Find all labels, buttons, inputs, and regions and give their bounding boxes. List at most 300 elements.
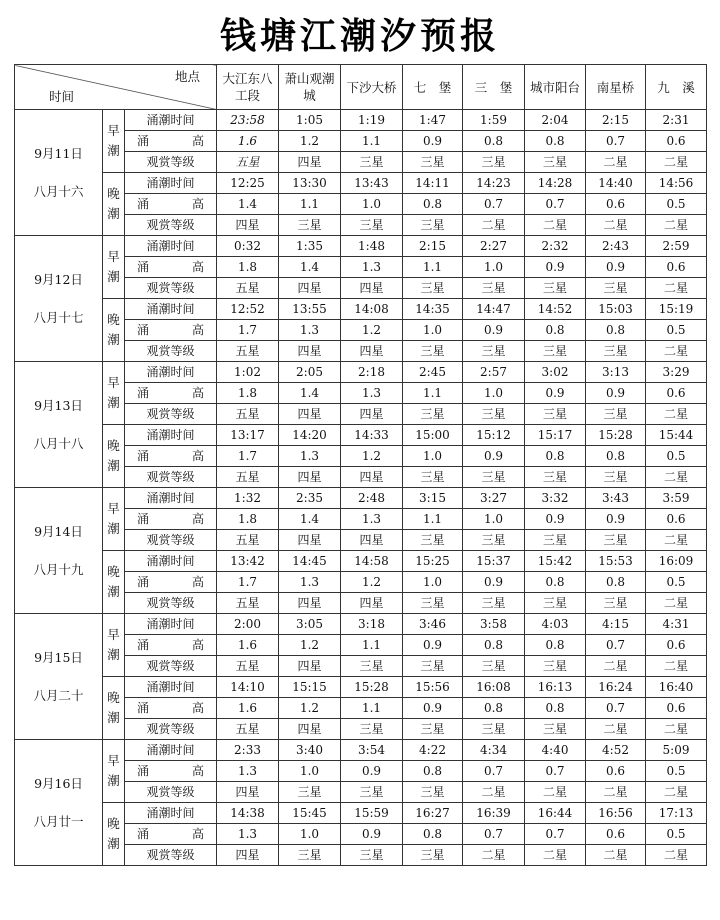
value-cell: 四星 <box>279 467 341 488</box>
value-cell: 三星 <box>463 530 525 551</box>
value-cell: 0.7 <box>525 761 586 782</box>
value-cell: 四星 <box>279 656 341 677</box>
lunar-date: 八月十八 <box>33 435 84 451</box>
date-cell <box>15 110 103 236</box>
value-cell: 4:40 <box>525 740 586 761</box>
value-cell: 3:18 <box>341 614 403 635</box>
grade-row-label: 观赏等级 <box>125 215 217 236</box>
value-cell: 0.8 <box>463 635 525 656</box>
value-cell: 2:04 <box>525 110 586 131</box>
value-cell: 二星 <box>586 719 646 740</box>
value-cell: 15:03 <box>586 299 646 320</box>
grade-row-label: 观赏等级 <box>125 404 217 425</box>
tide-table <box>14 64 707 866</box>
value-cell: 3:58 <box>463 614 525 635</box>
value-cell: 五星 <box>217 278 279 299</box>
value-cell: 三星 <box>463 404 525 425</box>
location-header: 七 堡 <box>403 65 463 110</box>
header-row <box>15 65 707 110</box>
value-cell: 0.6 <box>646 257 707 278</box>
lunar-date: 八月二十 <box>33 687 84 703</box>
value-cell: 五星 <box>217 719 279 740</box>
value-cell: 1.4 <box>279 383 341 404</box>
value-cell: 0.8 <box>403 761 463 782</box>
tide-table-body <box>15 110 707 866</box>
value-cell: 3:46 <box>403 614 463 635</box>
value-cell: 0.9 <box>463 572 525 593</box>
table-row <box>15 488 707 509</box>
value-cell: 1.0 <box>341 194 403 215</box>
grade-row-label: 观赏等级 <box>125 656 217 677</box>
value-cell: 四星 <box>341 278 403 299</box>
value-cell: 1.2 <box>341 572 403 593</box>
value-cell: 2:45 <box>403 362 463 383</box>
value-cell: 1.4 <box>217 194 279 215</box>
height-row-label: 涌 高 <box>125 194 217 215</box>
table-row <box>15 425 707 446</box>
location-header: 城市阳台 <box>525 65 586 110</box>
value-cell: 16:08 <box>463 677 525 698</box>
value-cell: 3:13 <box>586 362 646 383</box>
grade-row-label: 观赏等级 <box>125 530 217 551</box>
date-cell <box>15 488 103 614</box>
value-cell: 四星 <box>341 467 403 488</box>
table-row <box>15 299 707 320</box>
value-cell: 三星 <box>341 782 403 803</box>
value-cell: 三星 <box>403 593 463 614</box>
value-cell: 1.4 <box>279 257 341 278</box>
table-row <box>15 551 707 572</box>
value-cell: 4:31 <box>646 614 707 635</box>
evening-tide-label <box>103 551 125 614</box>
value-cell: 四星 <box>279 719 341 740</box>
height-row-label: 涌 高 <box>125 824 217 845</box>
value-cell: 五星 <box>217 656 279 677</box>
value-cell: 1.1 <box>403 383 463 404</box>
value-cell: 1:35 <box>279 236 341 257</box>
value-cell: 二星 <box>646 278 707 299</box>
value-cell: 二星 <box>646 530 707 551</box>
location-header: 萧山观潮城 <box>279 65 341 110</box>
value-cell: 0.8 <box>403 194 463 215</box>
value-cell: 1.2 <box>341 446 403 467</box>
value-cell: 0.5 <box>646 446 707 467</box>
value-cell: 1.7 <box>217 446 279 467</box>
value-cell: 2:35 <box>279 488 341 509</box>
value-cell: 0.9 <box>525 509 586 530</box>
value-cell: 0.8 <box>525 698 586 719</box>
value-cell: 0.8 <box>586 446 646 467</box>
grade-row-label: 观赏等级 <box>125 593 217 614</box>
value-cell: 16:09 <box>646 551 707 572</box>
value-cell: 三星 <box>586 278 646 299</box>
value-cell: 0.8 <box>525 446 586 467</box>
value-cell: 3:43 <box>586 488 646 509</box>
value-cell: 0.7 <box>525 824 586 845</box>
evening-tide-label <box>103 803 125 866</box>
value-cell: 0.7 <box>586 635 646 656</box>
value-cell: 1:59 <box>463 110 525 131</box>
value-cell: 0.5 <box>646 824 707 845</box>
value-cell: 0.6 <box>646 131 707 152</box>
grade-row-label: 观赏等级 <box>125 152 217 173</box>
value-cell: 1.3 <box>341 509 403 530</box>
time-row-label: 涌潮时间 <box>125 551 217 572</box>
value-cell: 0.9 <box>341 761 403 782</box>
value-cell: 1.0 <box>463 509 525 530</box>
value-cell: 0.6 <box>646 698 707 719</box>
value-cell: 三星 <box>463 656 525 677</box>
value-cell: 四星 <box>217 215 279 236</box>
value-cell: 13:43 <box>341 173 403 194</box>
value-cell: 1.4 <box>279 509 341 530</box>
value-cell: 三星 <box>341 719 403 740</box>
value-cell: 14:52 <box>525 299 586 320</box>
value-cell: 三星 <box>279 845 341 866</box>
value-cell: 0.6 <box>646 635 707 656</box>
value-cell: 5:09 <box>646 740 707 761</box>
evening-tide-label <box>103 173 125 236</box>
table-row <box>15 236 707 257</box>
value-cell: 二星 <box>586 845 646 866</box>
page-title: 钱塘江潮汐预报 <box>219 16 500 57</box>
value-cell: 三星 <box>403 341 463 362</box>
height-row-label: 涌 高 <box>125 761 217 782</box>
value-cell: 二星 <box>646 656 707 677</box>
value-cell: 15:56 <box>403 677 463 698</box>
value-cell: 1.6 <box>217 698 279 719</box>
grade-row-label: 观赏等级 <box>125 845 217 866</box>
value-cell: 1.6 <box>217 131 279 152</box>
value-cell: 2:15 <box>586 110 646 131</box>
value-cell: 三星 <box>403 719 463 740</box>
time-row-label: 涌潮时间 <box>125 236 217 257</box>
height-row-label: 涌 高 <box>125 635 217 656</box>
date-cell <box>15 614 103 740</box>
value-cell: 三星 <box>403 404 463 425</box>
value-cell: 0.5 <box>646 194 707 215</box>
value-cell: 二星 <box>586 215 646 236</box>
value-cell: 15:59 <box>341 803 403 824</box>
value-cell: 2:00 <box>217 614 279 635</box>
value-cell: 1.1 <box>279 194 341 215</box>
session-label-text: 晚潮 <box>107 564 120 599</box>
value-cell: 三星 <box>586 593 646 614</box>
value-cell: 二星 <box>646 719 707 740</box>
value-cell: 三星 <box>586 467 646 488</box>
morning-tide-label <box>103 740 125 803</box>
value-cell: 三星 <box>279 215 341 236</box>
value-cell: 17:13 <box>646 803 707 824</box>
value-cell: 三星 <box>403 467 463 488</box>
value-cell: 0.7 <box>463 194 525 215</box>
corner-location-label: 地点 <box>175 69 201 84</box>
header-corner <box>15 65 217 110</box>
value-cell: 三星 <box>525 656 586 677</box>
value-cell: 1.2 <box>341 320 403 341</box>
value-cell: 三星 <box>525 152 586 173</box>
time-row-label: 涌潮时间 <box>125 803 217 824</box>
value-cell: 三星 <box>463 719 525 740</box>
value-cell: 1.0 <box>403 446 463 467</box>
time-row-label: 涌潮时间 <box>125 614 217 635</box>
value-cell: 2:43 <box>586 236 646 257</box>
value-cell: 16:24 <box>586 677 646 698</box>
value-cell: 12:25 <box>217 173 279 194</box>
date-cell <box>15 236 103 362</box>
value-cell: 1.0 <box>279 761 341 782</box>
value-cell: 三星 <box>525 341 586 362</box>
value-cell: 四星 <box>279 530 341 551</box>
value-cell: 0.7 <box>525 194 586 215</box>
value-cell: 二星 <box>586 656 646 677</box>
value-cell: 三星 <box>341 656 403 677</box>
value-cell: 二星 <box>646 341 707 362</box>
value-cell: 14:11 <box>403 173 463 194</box>
value-cell: 1.8 <box>217 257 279 278</box>
value-cell: 二星 <box>463 215 525 236</box>
value-cell: 0.9 <box>403 131 463 152</box>
grade-row-label: 观赏等级 <box>125 719 217 740</box>
value-cell: 二星 <box>586 782 646 803</box>
value-cell: 1.3 <box>279 572 341 593</box>
value-cell: 1.1 <box>341 635 403 656</box>
value-cell: 二星 <box>646 215 707 236</box>
value-cell: 2:18 <box>341 362 403 383</box>
value-cell: 0.8 <box>525 320 586 341</box>
grade-row-label: 观赏等级 <box>125 341 217 362</box>
solar-date: 9月15日 <box>34 649 83 665</box>
value-cell: 0.5 <box>646 761 707 782</box>
session-label-text: 晚潮 <box>107 690 120 725</box>
value-cell: 四星 <box>279 341 341 362</box>
location-header: 三 堡 <box>463 65 525 110</box>
value-cell: 1:05 <box>279 110 341 131</box>
value-cell: 4:34 <box>463 740 525 761</box>
value-cell: 1.7 <box>217 572 279 593</box>
value-cell: 2:48 <box>341 488 403 509</box>
grade-row-label: 观赏等级 <box>125 467 217 488</box>
time-row-label: 涌潮时间 <box>125 110 217 131</box>
value-cell: 0.7 <box>586 698 646 719</box>
value-cell: 16:56 <box>586 803 646 824</box>
value-cell: 0.8 <box>463 698 525 719</box>
value-cell: 15:00 <box>403 425 463 446</box>
value-cell: 1.0 <box>403 320 463 341</box>
value-cell: 2:05 <box>279 362 341 383</box>
value-cell: 1.8 <box>217 509 279 530</box>
value-cell: 3:02 <box>525 362 586 383</box>
value-cell: 1.0 <box>463 383 525 404</box>
value-cell: 1:02 <box>217 362 279 383</box>
value-cell: 三星 <box>525 467 586 488</box>
value-cell: 三星 <box>279 782 341 803</box>
value-cell: 0.6 <box>586 761 646 782</box>
value-cell: 1.1 <box>403 509 463 530</box>
value-cell: 三星 <box>586 341 646 362</box>
location-header: 九 溪 <box>646 65 707 110</box>
value-cell: 14:40 <box>586 173 646 194</box>
value-cell: 1.0 <box>403 572 463 593</box>
value-cell: 15:53 <box>586 551 646 572</box>
value-cell: 三星 <box>525 530 586 551</box>
value-cell: 3:59 <box>646 488 707 509</box>
value-cell: 三星 <box>403 656 463 677</box>
value-cell: 16:13 <box>525 677 586 698</box>
value-cell: 2:27 <box>463 236 525 257</box>
value-cell: 1.1 <box>341 698 403 719</box>
value-cell: 三星 <box>403 782 463 803</box>
time-row-label: 涌潮时间 <box>125 677 217 698</box>
value-cell: 0.8 <box>525 635 586 656</box>
value-cell: 五星 <box>217 530 279 551</box>
table-row <box>15 173 707 194</box>
solar-date: 9月11日 <box>34 145 83 161</box>
value-cell: 五星 <box>217 467 279 488</box>
value-cell: 1.2 <box>279 131 341 152</box>
value-cell: 1.3 <box>217 824 279 845</box>
lunar-date: 八月廿一 <box>33 813 84 829</box>
value-cell: 五星 <box>217 152 279 173</box>
height-row-label: 涌 高 <box>125 383 217 404</box>
location-header: 下沙大桥 <box>341 65 403 110</box>
value-cell: 4:15 <box>586 614 646 635</box>
session-label-text: 早潮 <box>107 123 120 158</box>
value-cell: 1.3 <box>341 257 403 278</box>
value-cell: 0.9 <box>525 257 586 278</box>
morning-tide-label <box>103 236 125 299</box>
value-cell: 1.3 <box>341 383 403 404</box>
value-cell: 1.6 <box>217 635 279 656</box>
value-cell: 0.8 <box>525 572 586 593</box>
value-cell: 1:47 <box>403 110 463 131</box>
value-cell: 三星 <box>341 152 403 173</box>
value-cell: 二星 <box>646 845 707 866</box>
value-cell: 2:31 <box>646 110 707 131</box>
session-label-text: 晚潮 <box>107 312 120 347</box>
value-cell: 三星 <box>403 845 463 866</box>
value-cell: 16:44 <box>525 803 586 824</box>
value-cell: 15:19 <box>646 299 707 320</box>
value-cell: 1.3 <box>279 446 341 467</box>
value-cell: 四星 <box>217 782 279 803</box>
value-cell: 0.9 <box>403 635 463 656</box>
value-cell: 0.8 <box>586 320 646 341</box>
value-cell: 13:55 <box>279 299 341 320</box>
value-cell: 三星 <box>525 719 586 740</box>
value-cell: 14:45 <box>279 551 341 572</box>
value-cell: 1:48 <box>341 236 403 257</box>
grade-row-label: 观赏等级 <box>125 278 217 299</box>
value-cell: 三星 <box>403 215 463 236</box>
value-cell: 0:32 <box>217 236 279 257</box>
morning-tide-label <box>103 362 125 425</box>
height-row-label: 涌 高 <box>125 320 217 341</box>
session-label-text: 早潮 <box>107 375 120 410</box>
value-cell: 1.1 <box>403 257 463 278</box>
evening-tide-label <box>103 425 125 488</box>
value-cell: 三星 <box>341 215 403 236</box>
value-cell: 0.6 <box>586 824 646 845</box>
time-row-label: 涌潮时间 <box>125 173 217 194</box>
value-cell: 二星 <box>646 404 707 425</box>
value-cell: 14:08 <box>341 299 403 320</box>
value-cell: 12:52 <box>217 299 279 320</box>
value-cell: 15:42 <box>525 551 586 572</box>
time-row-label: 涌潮时间 <box>125 740 217 761</box>
value-cell: 0.7 <box>463 761 525 782</box>
value-cell: 0.8 <box>525 131 586 152</box>
value-cell: 三星 <box>403 152 463 173</box>
value-cell: 三星 <box>463 152 525 173</box>
value-cell: 0.9 <box>341 824 403 845</box>
date-cell <box>15 740 103 866</box>
value-cell: 二星 <box>646 152 707 173</box>
value-cell: 14:38 <box>217 803 279 824</box>
value-cell: 五星 <box>217 341 279 362</box>
value-cell: 15:12 <box>463 425 525 446</box>
height-row-label: 涌 高 <box>125 509 217 530</box>
value-cell: 14:47 <box>463 299 525 320</box>
value-cell: 二星 <box>525 215 586 236</box>
session-label-text: 早潮 <box>107 627 120 662</box>
table-row <box>15 614 707 635</box>
value-cell: 三星 <box>403 530 463 551</box>
value-cell: 2:32 <box>525 236 586 257</box>
value-cell: 15:28 <box>586 425 646 446</box>
solar-date: 9月16日 <box>34 775 83 791</box>
value-cell: 16:40 <box>646 677 707 698</box>
value-cell: 三星 <box>525 404 586 425</box>
lunar-date: 八月十九 <box>33 561 84 577</box>
time-row-label: 涌潮时间 <box>125 488 217 509</box>
value-cell: 三星 <box>403 278 463 299</box>
value-cell: 0.9 <box>525 383 586 404</box>
value-cell: 1.3 <box>279 320 341 341</box>
lunar-date: 八月十六 <box>33 183 84 199</box>
value-cell: 1.0 <box>463 257 525 278</box>
morning-tide-label <box>103 110 125 173</box>
location-header: 南星桥 <box>586 65 646 110</box>
value-cell: 二星 <box>463 782 525 803</box>
location-header: 大江东八工段 <box>217 65 279 110</box>
value-cell: 三星 <box>463 593 525 614</box>
session-label-text: 晚潮 <box>107 438 120 473</box>
value-cell: 15:25 <box>403 551 463 572</box>
value-cell: 0.9 <box>586 257 646 278</box>
value-cell: 四星 <box>341 341 403 362</box>
value-cell: 1.0 <box>279 824 341 845</box>
value-cell: 三星 <box>586 404 646 425</box>
value-cell: 4:52 <box>586 740 646 761</box>
value-cell: 五星 <box>217 593 279 614</box>
table-row <box>15 677 707 698</box>
value-cell: 1.1 <box>341 131 403 152</box>
table-row <box>15 362 707 383</box>
value-cell: 14:35 <box>403 299 463 320</box>
value-cell: 3:54 <box>341 740 403 761</box>
value-cell: 四星 <box>279 593 341 614</box>
value-cell: 14:23 <box>463 173 525 194</box>
value-cell: 三星 <box>341 845 403 866</box>
corner-time-label: 时间 <box>49 89 75 104</box>
value-cell: 1:32 <box>217 488 279 509</box>
time-row-label: 涌潮时间 <box>125 299 217 320</box>
value-cell: 14:58 <box>341 551 403 572</box>
value-cell: 四星 <box>279 152 341 173</box>
value-cell: 二星 <box>586 152 646 173</box>
value-cell: 1:19 <box>341 110 403 131</box>
